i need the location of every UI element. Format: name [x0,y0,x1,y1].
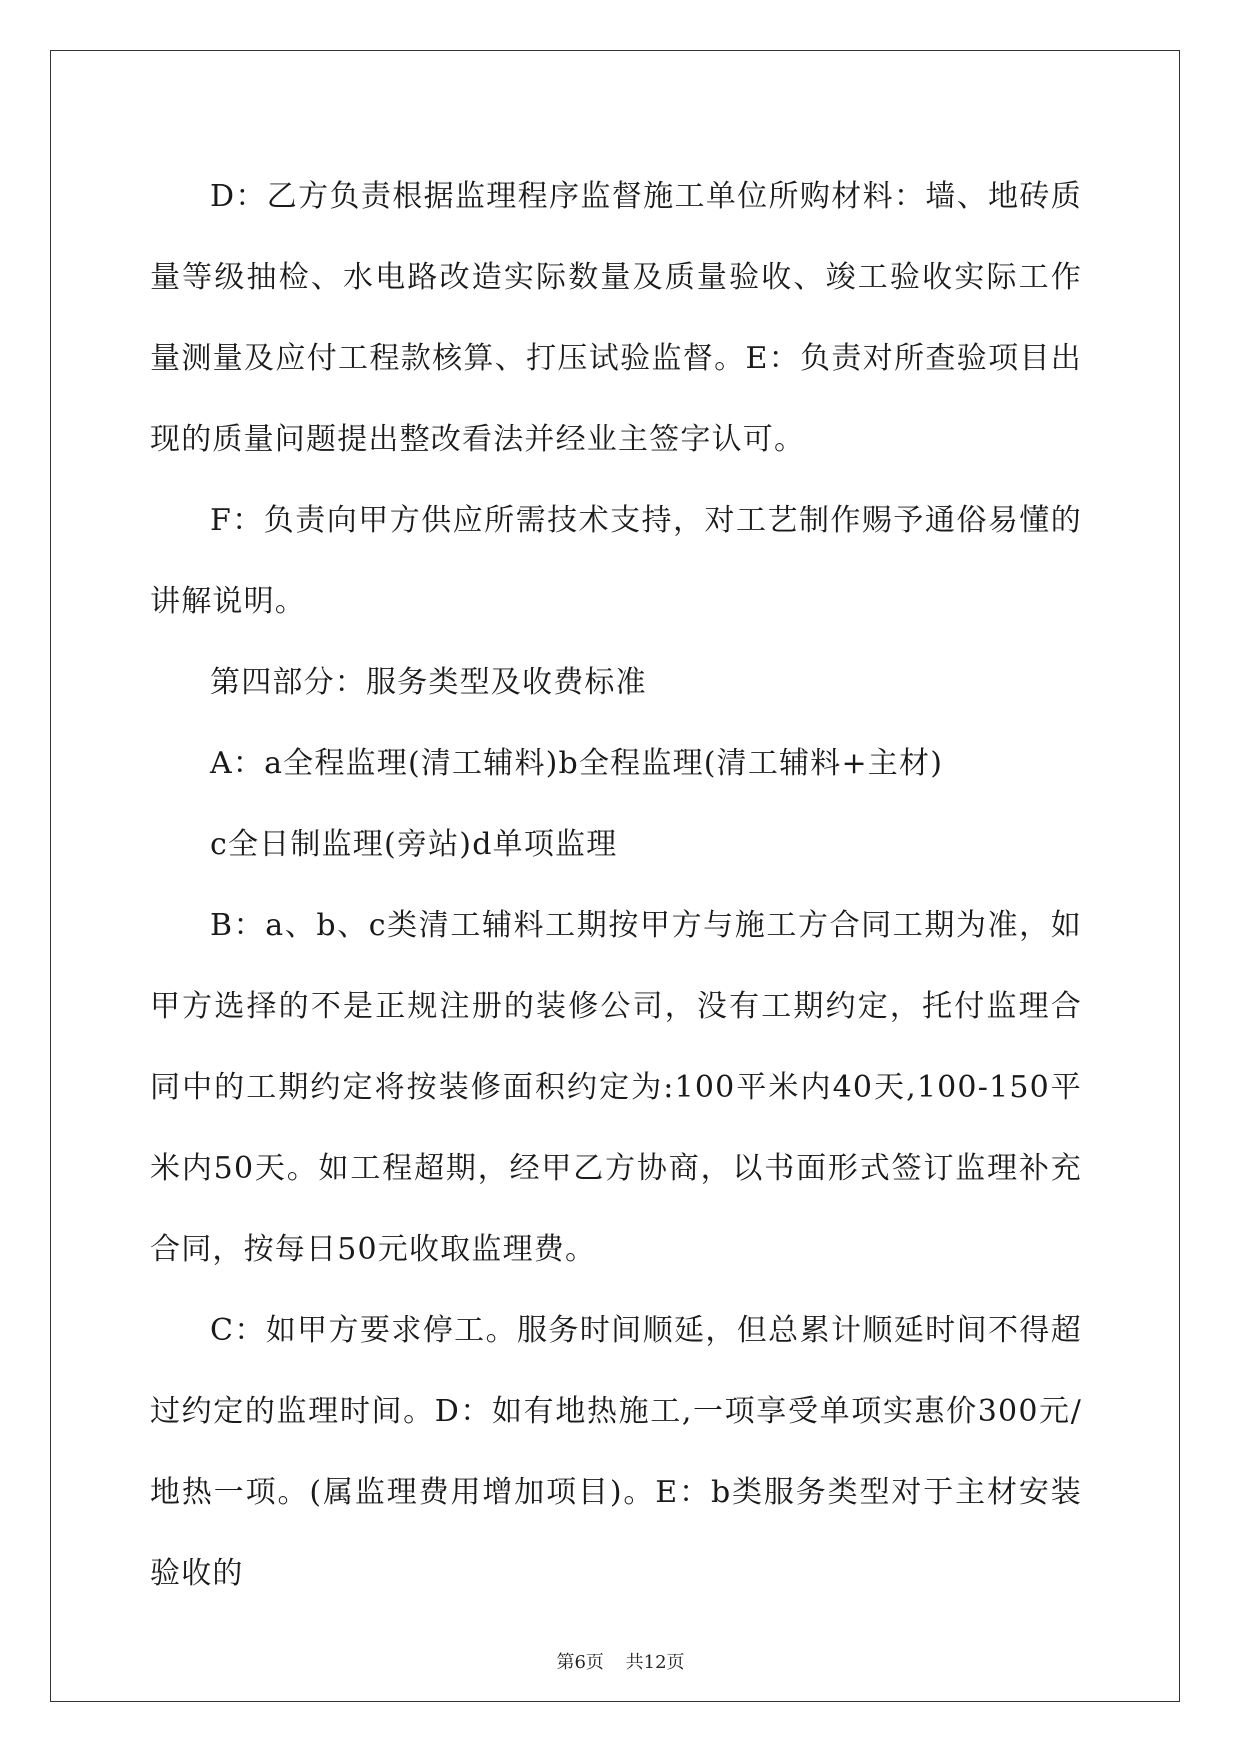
paragraph-duties-f: F：负责向甲方供应所需技术支持，对工艺制作赐予通俗易懂的讲解说明。 [150,503,1082,619]
paragraph-service-c: C：如甲方要求停工。服务时间顺延，但总累计顺延时间不得超过约定的监理时间。D：如有地热施工,一项享受单项实惠价300元/地热一项。(属监理费用增加项目)。E：b类服务类型对于主材安装验收的 [150,1313,1082,1591]
paragraph-service-b: B：a、b、c类清工辅料工期按甲方与施工方合同工期为准，如甲方选择的不是正规注册的装修公司，没有工期约定，托付监理合同中的工期约定将按装修面积约定为:100平米内40天,100-150平米内50天。如工程超期，经甲乙方协商，以书面形式签订监理补充合同，按每日50元收取监理费。 [150,908,1082,1267]
paragraph-service-a: A：a全程监理(清工辅料)b全程监理(清工辅料+主材) [210,746,944,781]
page-footer [0,1648,1241,1674]
section-heading-part-four: 第四部分：服务类型及收费标准 [210,665,647,700]
page-number-current: 第6页 [556,1652,604,1673]
paragraph-service-c-d: c全日制监理(旁站)d单项监理 [210,827,618,862]
page-number-total: 共12页 [625,1652,685,1673]
document-body [150,156,1082,1614]
paragraph-duties-d-e: D：乙方负责根据监理程序监督施工单位所购材料：墙、地砖质量等级抽检、水电路改造实际数量及质量验收、竣工验收实际工作量测量及应付工程款核算、打压试验监督。E：负责对所查验项目出现的质量问题提出整改看法并经业主签字认可。 [150,179,1082,457]
